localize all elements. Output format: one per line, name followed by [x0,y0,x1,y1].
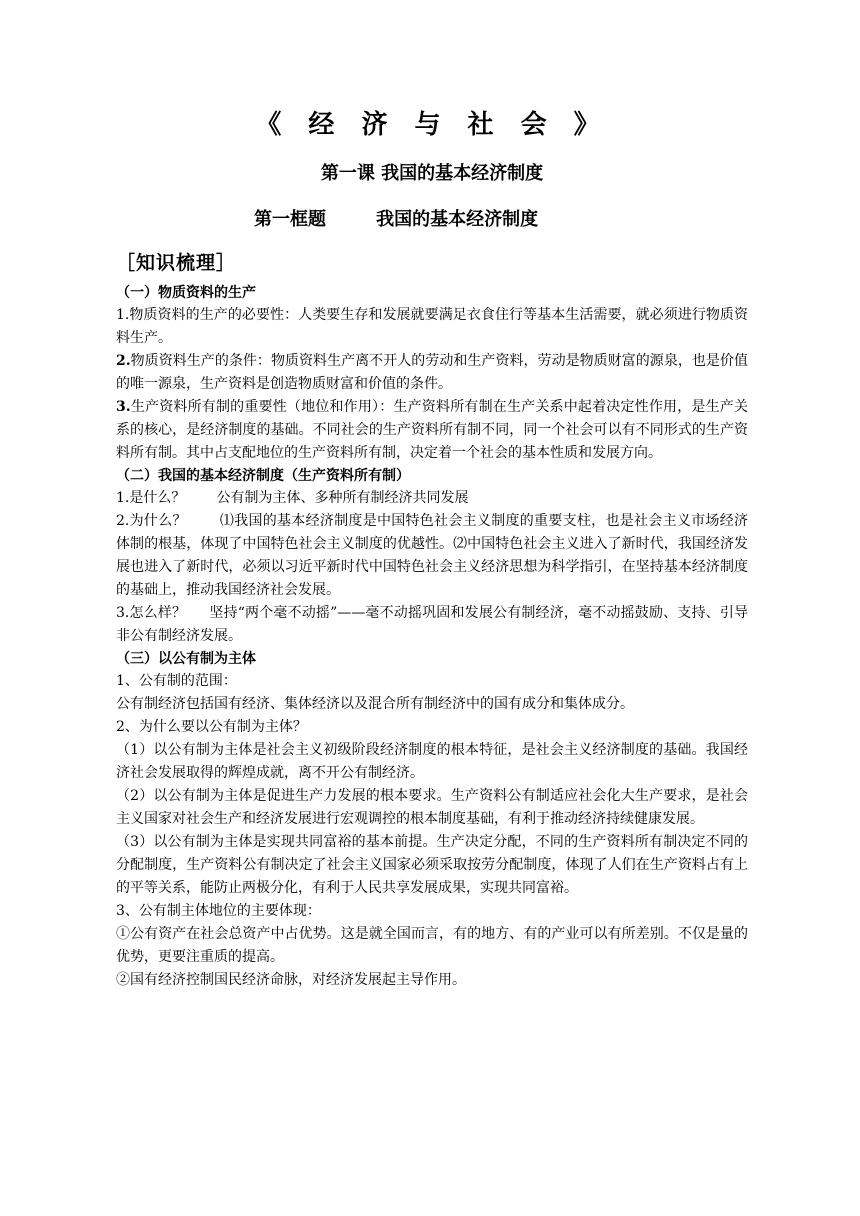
paragraph-how: 3.怎么样？ 坚持“两个毫不动摇”——毫不动摇巩固和发展公有制经济，毫不动摇鼓励、支持、引导非公有制经济发展。 [116,605,748,644]
section-label: ［知识梳理］ [116,252,237,274]
paragraph-reason-3: （3）以公有制为主体是实现共同富裕的基本前提。生产决定分配，不同的生产资料所有制决定不同的分配制度，生产资料公有制决定了社会主义国家必须采取按劳分配制度，体现了人们在生产资料占有上的平等关系，能防止两极分化，有利于人民共享发展成果，实现共同富裕。 [116,834,748,896]
paragraph-text: 生产资料所有制的重要性（地位和作用）：生产资料所有制在生产关系中起着决定性作用，是生产关系的核心，是经济制度的基础。不同社会的生产资料所有制不同，同一个社会可以有不同形式的生产资料所有制。其中占支配地位的生产资料所有制，决定着一个社会的基本性质和发展方向。 [116,399,748,461]
frame-title: 第一框题 我国的基本经济制度 [254,209,539,230]
paragraph-scope-title: 1、公有制的范围： [116,673,237,689]
paragraph-text: 物质资料生产的条件：物质资料生产离不开人的劳动和生产资料，劳动是物质财富的源泉，也是价值的唯一源泉，生产资料是创造物质财富和价值的条件。 [116,353,748,392]
item-number: 2. [116,353,131,369]
item-number: 3. [116,399,131,415]
paragraph-conditions [116,350,748,396]
heading-material-production: （一）物质资料的生产 [116,285,256,301]
paragraph-why: 2.为什么？ ⑴我国的基本经济制度是中国特色社会主义制度的重要支柱，也是社会主义市场经济体制的根基，体现了中国特色社会主义制度的优越性。⑵中国特色社会主义进入了新时代，我国经济发展也进入了新时代，必须以习近平新时代中国特色社会主义经济思想为科学指引，在坚持基本经济制度的基础上，推动我国经济社会发展。 [116,513,748,598]
paragraph-ownership-importance [116,396,748,465]
heading-public-ownership: （三）以公有制为主体 [116,651,256,667]
document-title: 《 经 济 与 社 会 》 [255,110,609,140]
paragraph-what: 1.是什么？ 公有制为主体、多种所有制经济共同发展 [116,490,469,506]
paragraph-reason-1: （1）以公有制为主体是社会主义初级阶段经济制度的根本特征，是社会主义经济制度的基础。我国经济社会发展取得的辉煌成就，离不开公有制经济。 [116,742,748,781]
paragraph-manifest-title: 3、公有制主体地位的主要体现： [116,903,321,919]
paragraph-why-title: 2、为什么要以公有制为主体？ [116,719,307,735]
paragraph-manifest-1: ①公有资产在社会总资产中占优势。这是就全国而言，有的地方、有的产业可以有所差别。不仅是量的优势，更要注重质的提高。 [116,926,748,965]
heading-basic-economic-system: （二）我国的基本经济制度（生产资料所有制） [116,468,410,484]
paragraph-reason-2: （2）以公有制为主体是促进生产力发展的根本要求。生产资料公有制适应社会化大生产要求，是社会主义国家对社会生产和经济发展进行宏观调控的根本制度基础，有利于推动经济持续健康发展。 [116,788,748,827]
paragraph-scope: 公有制经济包括国有经济、集体经济以及混合所有制经济中的国有成分和集体成分。 [116,696,634,712]
paragraph-necessity: 1.物质资料的生产的必要性：人类要生存和发展就要满足衣食住行等基本生活需要，就必须进行物质资料生产。 [116,307,748,346]
lesson-title: 第一课 我国的基本经济制度 [320,163,544,184]
paragraph-manifest-2: ②国有经济控制国民经济命脉，对经济发展起主导作用。 [116,972,466,988]
